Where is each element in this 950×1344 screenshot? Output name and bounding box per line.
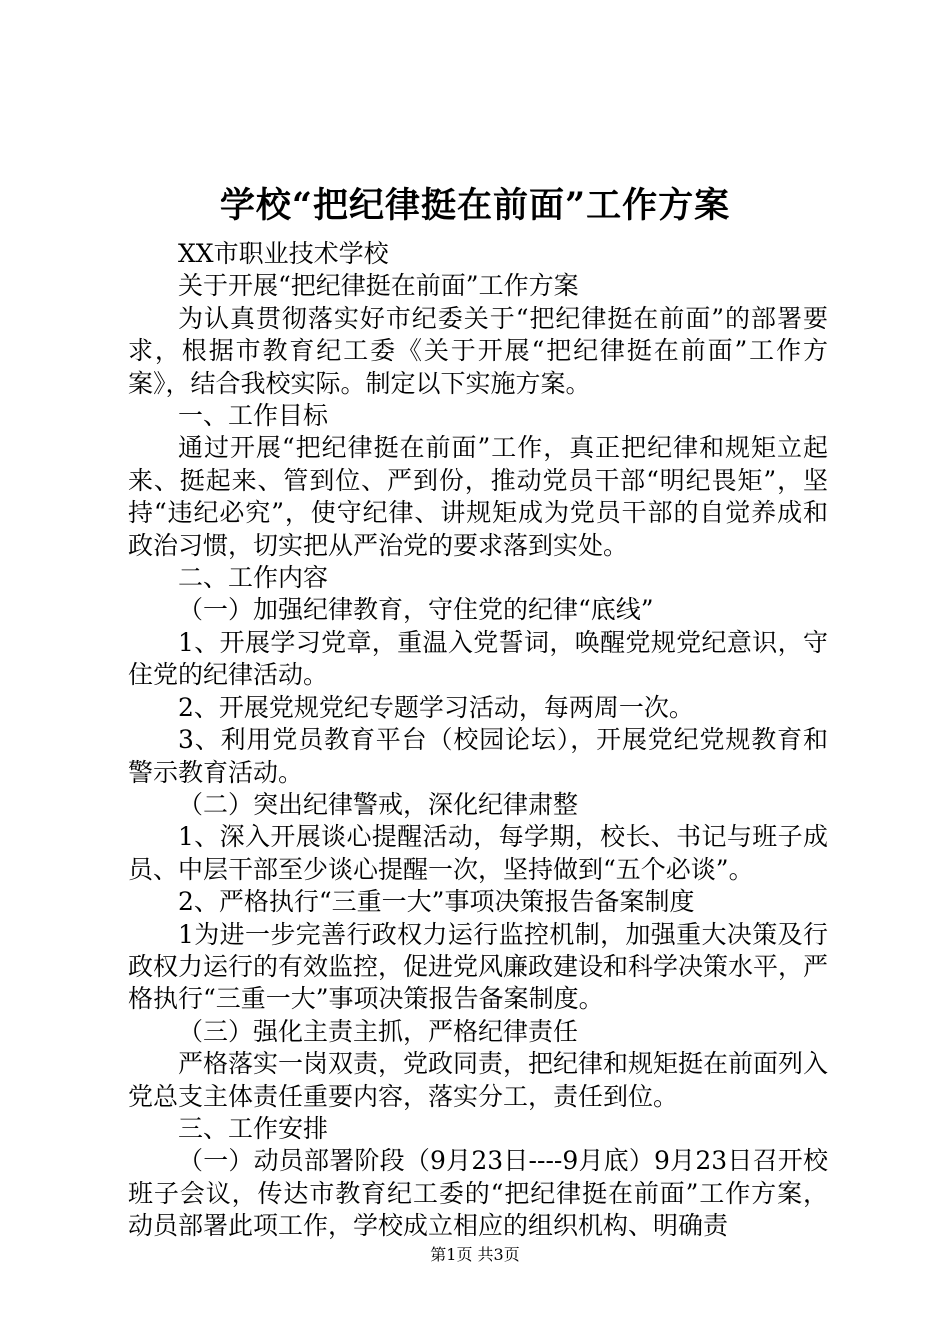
page-footer: 第1页 共3页: [430, 1245, 520, 1264]
paragraph: （一）动员部署阶段（9月23日----9月底）9月23日召开校班子会议，传达市教育纪工委的“把纪律挺在前面”工作方案，动员部署此项工作，学校成立相应的组织机构、明确责: [128, 1146, 828, 1241]
paragraph: 为认真贯彻落实好市纪委关于“把纪律挺在前面”的部署要求，根据市教育纪工委《关于开展“把纪律挺在前面”工作方案》，结合我校实际。制定以下实施方案。: [128, 303, 828, 398]
document-title: 学校“把纪律挺在前面”工作方案: [219, 185, 731, 226]
document-body: [128, 238, 828, 1243]
section-heading: 三、工作安排: [178, 1113, 329, 1143]
section-heading: 二、工作内容: [178, 563, 329, 593]
paragraph: 严格落实一岗双责，党政同责，把纪律和规矩挺在前面列入党总支主体责任重要内容，落实分工，责任到位。: [128, 1049, 829, 1111]
paragraph: 1、开展学习党章，重温入党誓词，唤醒党规党纪意识，守住党的纪律活动。: [128, 627, 828, 690]
paragraph: 2、严格执行“三重一大”事项决策报告备案制度: [178, 887, 695, 917]
section-heading: 一、工作目标: [178, 401, 329, 431]
subsection-heading: （一）加强纪律教育，守住党的纪律“底线”: [178, 595, 654, 625]
paragraph: 1、深入开展谈心提醒活动，每学期，校长、书记与班子成员、中层干部至少谈心提醒一次，坚持做到“五个必谈”。: [128, 822, 828, 884]
subsection-heading: （三）强化主责主抓，严格纪律责任: [178, 1016, 579, 1046]
paragraph: 3、利用党员教育平台（校园论坛），开展党纪党规教育和警示教育活动。: [128, 725, 828, 787]
paragraph: 关于开展“把纪律挺在前面”工作方案: [178, 271, 579, 301]
paragraph: 1为进一步完善行政权力运行监控机制，加强重大决策及行政权力运行的有效监控，促进党风廉政建设和科学决策水平，严格执行“三重一大”事项决策报告备案制度。: [128, 919, 829, 1014]
paragraph: 2、开展党规党纪专题学习活动，每两周一次。: [178, 692, 694, 722]
subsection-heading: （二）突出纪律警戒，深化纪律肃整: [178, 789, 579, 819]
paragraph: XX市职业技术学校: [178, 239, 389, 268]
paragraph: 通过开展“把纪律挺在前面”工作，真正把纪律和规矩立起来、挺起来、管到位、严到份，推动党员干部“明纪畏矩”，坚持“违纪必究”，使守纪律、讲规矩成为党员干部的自觉养成和政治习惯，切实把从严治党的要求落到实处。: [128, 433, 828, 560]
